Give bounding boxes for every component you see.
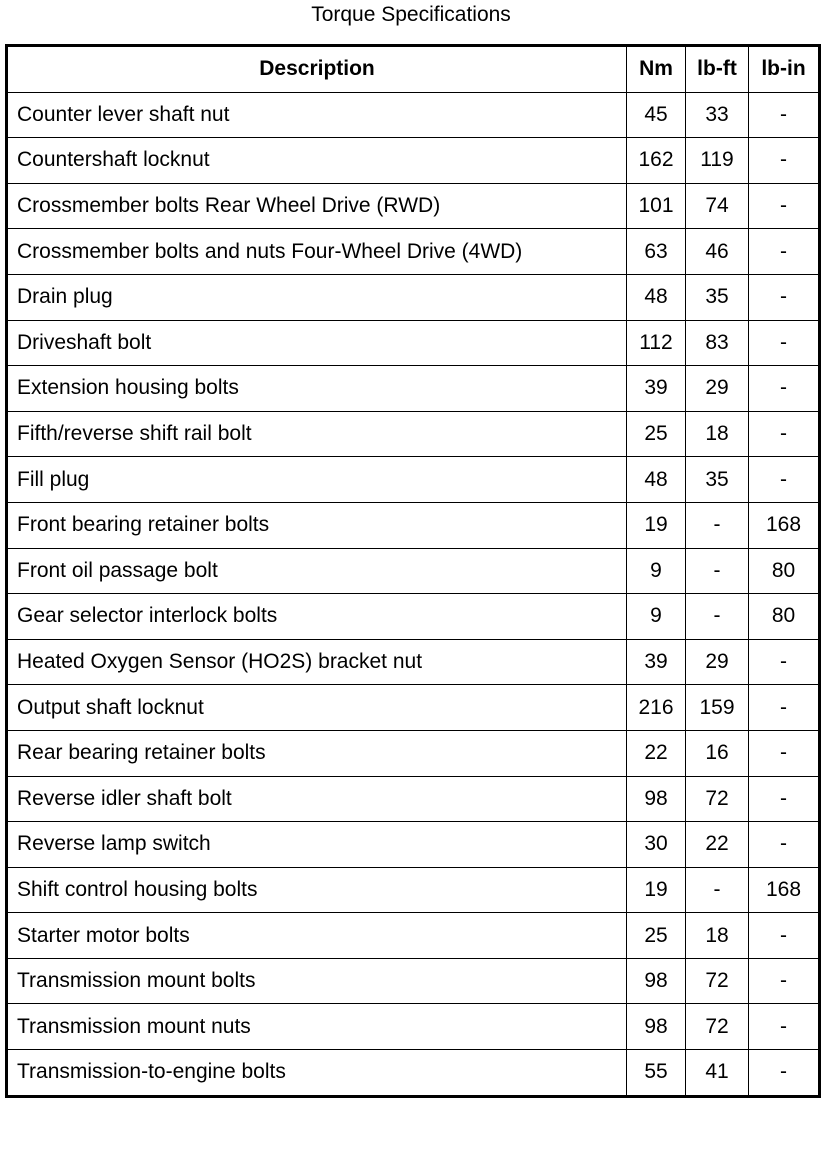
cell-nm: 19: [627, 867, 686, 913]
cell-nm: 45: [627, 92, 686, 138]
header-lbft: lb-ft: [686, 46, 749, 93]
cell-description: Heated Oxygen Sensor (HO2S) bracket nut: [7, 639, 627, 685]
cell-nm: 22: [627, 730, 686, 776]
table-row: [7, 958, 820, 1004]
cell-lbin: -: [749, 274, 820, 320]
table-row: [7, 1050, 820, 1097]
cell-description: Output shaft locknut: [7, 685, 627, 731]
cell-description: Starter motor bolts: [7, 913, 627, 959]
cell-lbft: 18: [686, 411, 749, 457]
cell-lbin: -: [749, 776, 820, 822]
cell-lbin: -: [749, 229, 820, 275]
table-row: [7, 1004, 820, 1050]
cell-lbin: 168: [749, 867, 820, 913]
cell-lbft: 72: [686, 958, 749, 1004]
cell-nm: 19: [627, 502, 686, 548]
table-row: [7, 685, 820, 731]
cell-nm: 55: [627, 1050, 686, 1097]
header-description: Description: [7, 46, 627, 93]
cell-lbin: -: [749, 822, 820, 868]
cell-lbft: -: [686, 594, 749, 640]
cell-nm: 98: [627, 1004, 686, 1050]
cell-nm: 101: [627, 183, 686, 229]
table-row: [7, 639, 820, 685]
table-row: [7, 183, 820, 229]
cell-description: Countershaft locknut: [7, 138, 627, 184]
cell-lbft: 74: [686, 183, 749, 229]
cell-lbin: -: [749, 730, 820, 776]
torque-spec-table: [5, 44, 821, 1098]
cell-lbft: -: [686, 867, 749, 913]
cell-lbin: 80: [749, 594, 820, 640]
cell-lbin: -: [749, 457, 820, 503]
cell-lbft: 119: [686, 138, 749, 184]
cell-nm: 98: [627, 776, 686, 822]
cell-nm: 39: [627, 639, 686, 685]
cell-nm: 48: [627, 274, 686, 320]
header-nm: Nm: [627, 46, 686, 93]
cell-description: Crossmember bolts and nuts Four-Wheel Drive (4WD): [7, 229, 627, 275]
cell-nm: 112: [627, 320, 686, 366]
cell-lbft: 83: [686, 320, 749, 366]
cell-lbft: 72: [686, 1004, 749, 1050]
table-row: [7, 274, 820, 320]
table-row: [7, 867, 820, 913]
cell-lbin: -: [749, 183, 820, 229]
cell-description: Extension housing bolts: [7, 366, 627, 412]
cell-lbin: -: [749, 138, 820, 184]
cell-nm: 25: [627, 411, 686, 457]
cell-lbft: 18: [686, 913, 749, 959]
cell-lbin: -: [749, 639, 820, 685]
cell-lbft: 33: [686, 92, 749, 138]
table-row: [7, 92, 820, 138]
cell-lbin: -: [749, 366, 820, 412]
cell-description: Fifth/reverse shift rail bolt: [7, 411, 627, 457]
table-row: [7, 138, 820, 184]
cell-description: Transmission mount nuts: [7, 1004, 627, 1050]
cell-description: Front bearing retainer bolts: [7, 502, 627, 548]
cell-lbin: 168: [749, 502, 820, 548]
table-body: [7, 92, 820, 1096]
header-lbin: lb-in: [749, 46, 820, 93]
table-row: [7, 366, 820, 412]
cell-lbin: 80: [749, 548, 820, 594]
table-row: [7, 457, 820, 503]
cell-lbin: -: [749, 411, 820, 457]
table-row: [7, 229, 820, 275]
cell-lbin: -: [749, 92, 820, 138]
table-row: [7, 730, 820, 776]
cell-nm: 162: [627, 138, 686, 184]
table-row: [7, 594, 820, 640]
cell-description: Reverse lamp switch: [7, 822, 627, 868]
table-row: [7, 411, 820, 457]
cell-lbft: 35: [686, 274, 749, 320]
cell-nm: 216: [627, 685, 686, 731]
cell-nm: 9: [627, 594, 686, 640]
cell-lbin: -: [749, 685, 820, 731]
table-row: [7, 776, 820, 822]
cell-description: Front oil passage bolt: [7, 548, 627, 594]
cell-nm: 48: [627, 457, 686, 503]
cell-lbft: -: [686, 502, 749, 548]
cell-lbft: 29: [686, 366, 749, 412]
table-row: [7, 548, 820, 594]
cell-description: Shift control housing bolts: [7, 867, 627, 913]
cell-nm: 25: [627, 913, 686, 959]
cell-lbft: 72: [686, 776, 749, 822]
cell-description: Transmission-to-engine bolts: [7, 1050, 627, 1097]
table-row: [7, 320, 820, 366]
cell-description: Driveshaft bolt: [7, 320, 627, 366]
cell-description: Gear selector interlock bolts: [7, 594, 627, 640]
cell-description: Transmission mount bolts: [7, 958, 627, 1004]
cell-lbin: -: [749, 913, 820, 959]
cell-nm: 9: [627, 548, 686, 594]
table-row: [7, 913, 820, 959]
cell-description: Reverse idler shaft bolt: [7, 776, 627, 822]
cell-nm: 39: [627, 366, 686, 412]
cell-lbft: 35: [686, 457, 749, 503]
cell-lbin: -: [749, 958, 820, 1004]
cell-nm: 30: [627, 822, 686, 868]
header-row: [7, 46, 820, 93]
cell-lbft: 29: [686, 639, 749, 685]
cell-description: Rear bearing retainer bolts: [7, 730, 627, 776]
cell-description: Drain plug: [7, 274, 627, 320]
cell-lbft: 22: [686, 822, 749, 868]
cell-description: Counter lever shaft nut: [7, 92, 627, 138]
page-title: Torque Specifications: [311, 3, 511, 26]
cell-lbin: -: [749, 1050, 820, 1097]
cell-description: Fill plug: [7, 457, 627, 503]
cell-lbft: 16: [686, 730, 749, 776]
table-row: [7, 822, 820, 868]
cell-lbin: -: [749, 320, 820, 366]
cell-lbin: -: [749, 1004, 820, 1050]
cell-lbft: -: [686, 548, 749, 594]
cell-description: Crossmember bolts Rear Wheel Drive (RWD): [7, 183, 627, 229]
cell-nm: 98: [627, 958, 686, 1004]
table-row: [7, 502, 820, 548]
cell-nm: 63: [627, 229, 686, 275]
cell-lbft: 41: [686, 1050, 749, 1097]
cell-lbft: 46: [686, 229, 749, 275]
cell-lbft: 159: [686, 685, 749, 731]
